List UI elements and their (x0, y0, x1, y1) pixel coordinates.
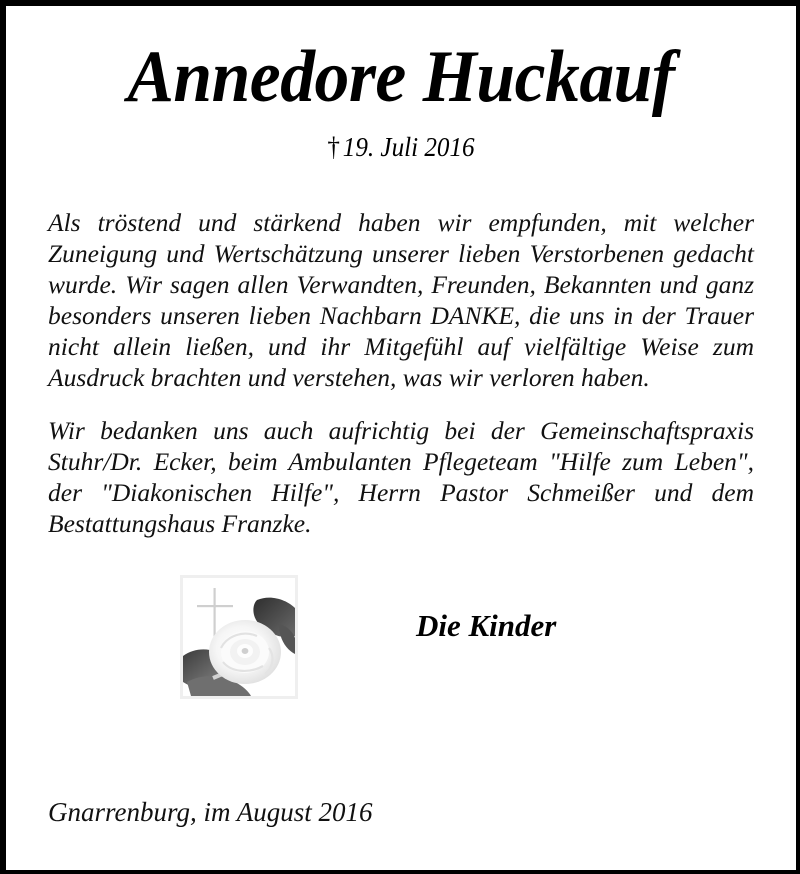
cross-and-rose-illustration (183, 578, 295, 696)
thanks-paragraph-1: Als tröstend und stärkend haben wir empfunden, mit welcher Zuneigung und Wertschätzung unserer lieben Verstorbenen gedacht wurde. Wir sagen allen Verwandten, Freunden, Bekannten und ganz besonders unseren lieben Nachbarn DANKE, die uns in der Trauer nicht allein ließen, und ihr Mitgefühl auf vielfältige Weise zum Ausdruck brachten und verstehen, was wir verloren haben. (48, 208, 754, 393)
notice-inner (6, 6, 796, 870)
condolence-body (42, 163, 760, 539)
page-title: Annedore Huckauf (127, 36, 675, 118)
place-and-date: Gnarrenburg, im August 2016 (48, 796, 373, 827)
memorial-photo (180, 575, 298, 699)
death-date-line (67, 115, 735, 163)
rose-bloom (209, 620, 281, 684)
signature-line: Die Kinder (416, 608, 557, 644)
death-date-value: 19. Juli 2016 (342, 132, 475, 163)
dagger-cross-icon: † (327, 132, 340, 163)
photo-and-signature-row (42, 575, 760, 715)
thanks-paragraph-2: Wir bedanken uns auch aufrichtig bei der Gemeinschaftspraxis Stuhr/Dr. Ecker, beim Ambulanten Pflegeteam "Hilfe zum Leben", der "Diakonischen Hilfe", Herrn Pastor Schmeißer und dem Bestattungshaus Franzke. (48, 416, 754, 539)
